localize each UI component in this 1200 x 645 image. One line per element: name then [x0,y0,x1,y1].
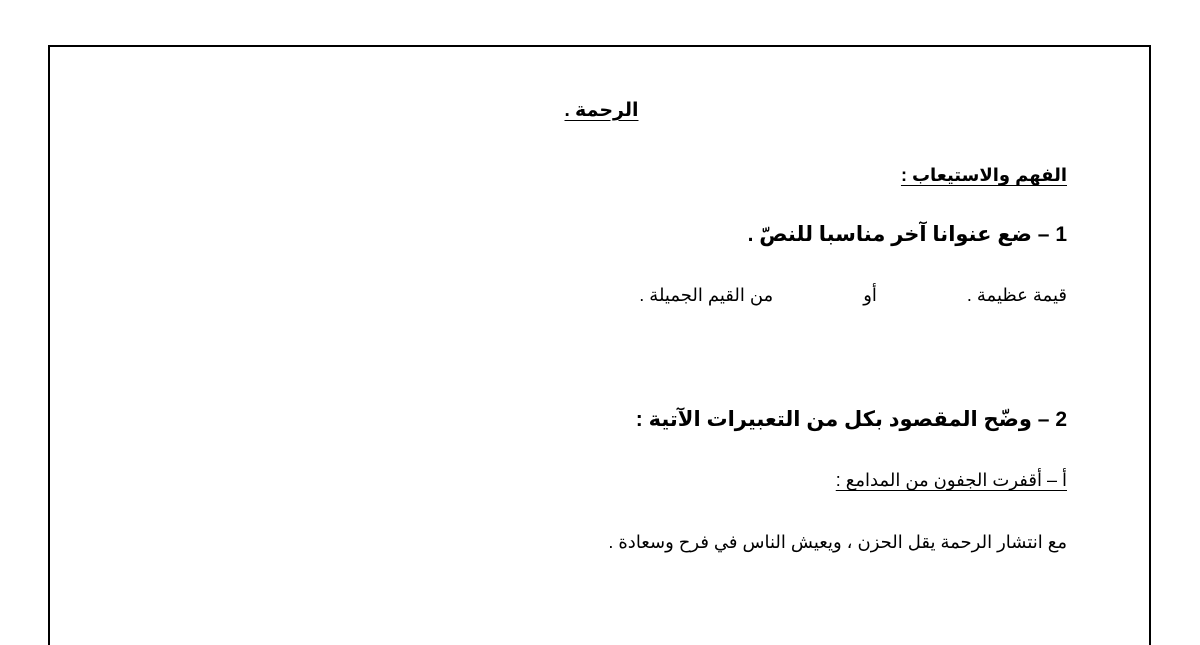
answer-1-option-a: قيمة عظيمة . [966,285,1067,305]
question-1: 1 – ضع عنوانا آخر مناسبا للنصّ . [747,223,1067,246]
sub-item-a-explanation: مع انتشار الرحمة يقل الحزن ، ويعيش الناس في فرح وسعادة . [608,532,1067,552]
section-heading: الفهم والاستيعاب : [900,165,1067,185]
question-2: 2 – وضّح المقصود بكل من التعبيرات الآتية : [635,408,1067,431]
worksheet-frame [48,45,1151,645]
answer-1-row [639,286,1067,304]
answer-1-option-b: من القيم الجميلة . [639,285,774,305]
page-title: الرحمة . [564,100,639,121]
sub-item-a: أ – أقفرت الجفون من المدامع : [835,470,1067,490]
answer-1-connector: أو [863,285,877,305]
